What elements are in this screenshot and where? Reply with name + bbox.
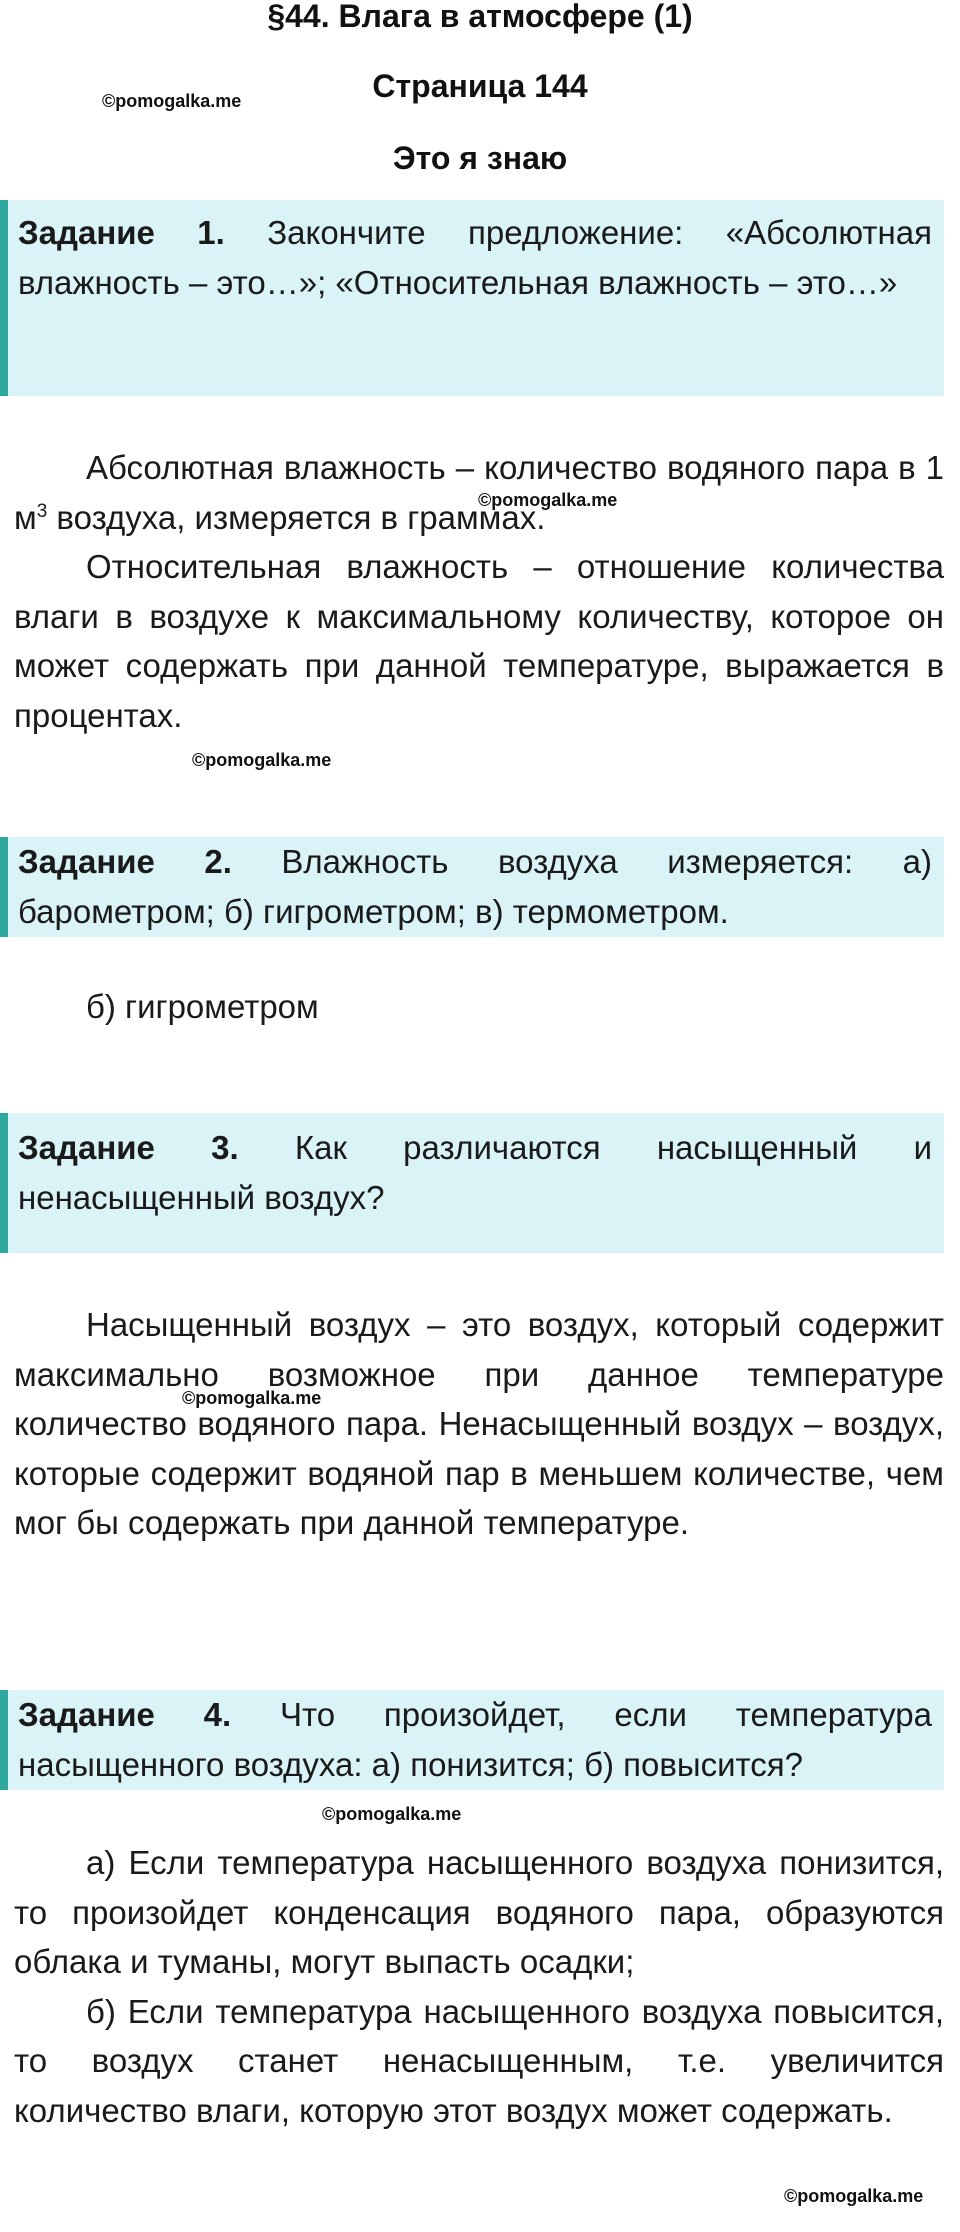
task-2-box — [0, 837, 944, 937]
task-3-label: Задание 3. — [18, 1129, 239, 1166]
task-2-question: Влажность воздуха измеряется: а) барометром; б) гигрометром; в) термометром. — [18, 843, 933, 930]
section-title: §44. Влага в атмосфере (1) — [267, 0, 693, 34]
watermark: ©pomogalka.me — [182, 1388, 322, 1408]
task-4-box — [0, 1690, 944, 1790]
watermark: ©pomogalka.me — [784, 2186, 924, 2206]
task-1-label: Задание 1. — [18, 214, 225, 251]
watermark: ©pomogalka.me — [322, 1804, 462, 1824]
watermark: ©pomogalka.me — [192, 750, 332, 770]
task-3-box — [0, 1113, 944, 1253]
task-1-question: Закончите предложение: «Абсолютная влажность – это…»; «Относительная влажность – это…» — [18, 214, 932, 301]
task-2-answer — [14, 982, 944, 1032]
task-1-answer — [14, 443, 944, 740]
watermark: ©pomogalka.me — [102, 91, 242, 111]
watermark: ©pomogalka.me — [478, 490, 618, 510]
task-3-question: Как различаются насыщенный и ненасыщенный воздух? — [18, 1129, 933, 1216]
task-4-question: Что произойдет, если температура насыщенного воздуха: а) понизится; б) повысится? — [18, 1696, 933, 1783]
subtitle: Это я знаю — [392, 140, 568, 176]
task-3-answer — [14, 1300, 944, 1548]
task-4-answer — [14, 1838, 944, 2135]
task-2-answer-paragraph: б) гигрометром — [86, 988, 319, 1025]
task-1-answer-paragraph: Относительная влажность – отношение количества влаги в воздухе к максимальному количеству, которое он может содержать при данной температуре, выражается в процентах. — [14, 548, 944, 734]
task-3-answer-paragraph: Насыщенный воздух – это воздух, который содержит максимально возможное при данное температуре количество водяного пара. Ненасыщенный воздух – воздух, которые содержит водяной пар в меньшем количестве, чем мог бы содержать при данной температуре. — [14, 1306, 944, 1541]
task-4-answer-paragraph: а) Если температура насыщенного воздуха понизится, то произойдет конденсация водяного пара, образуются облака и туманы, могут выпасть осадки; — [14, 1844, 944, 1980]
task-1-answer-paragraph: Абсолютная влажность – количество водяного пара в 1 $м^3$ воздуха, измеряется в граммах. — [14, 449, 944, 536]
task-4-label: Задание 4. — [18, 1696, 232, 1733]
task-1-box — [0, 200, 944, 396]
task-4-answer-paragraph: б) Если температура насыщенного воздуха повысится, то воздух станет ненасыщенным, т.е. увеличится количество влаги, которую этот воздух может содержать. — [14, 1992, 944, 2129]
task-2-label: Задание 2. — [18, 843, 232, 880]
page-number-heading: Страница 144 — [372, 68, 588, 104]
